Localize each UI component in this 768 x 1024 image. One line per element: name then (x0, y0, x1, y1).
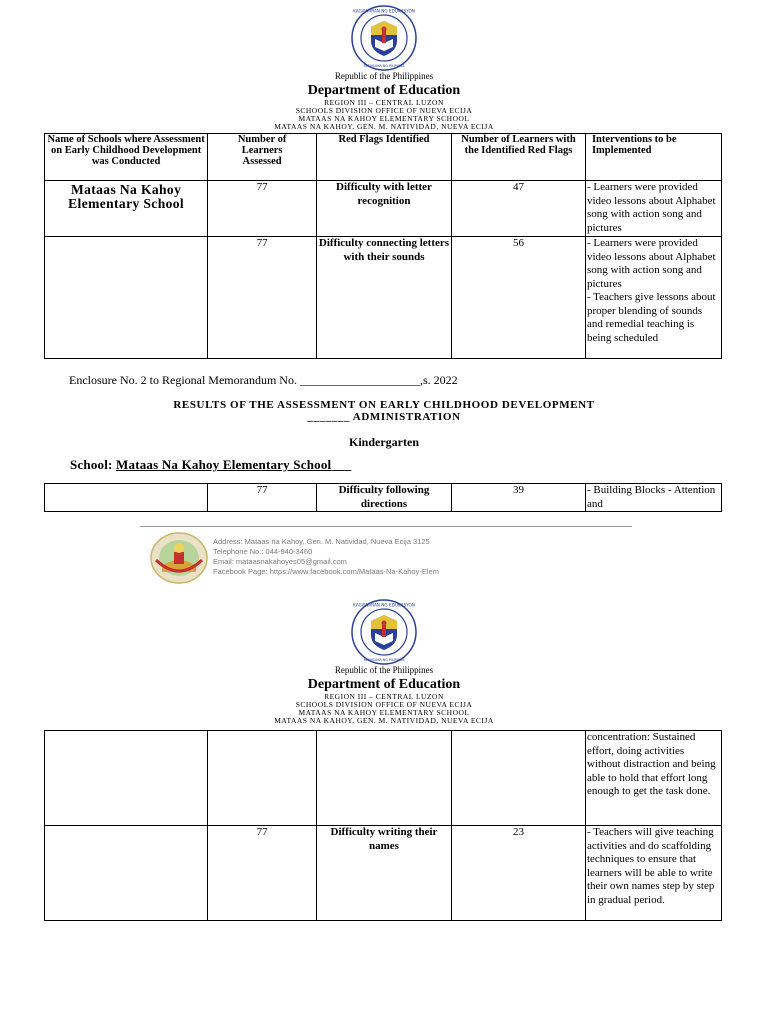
seal-top-text: KAGAWARAN NG EDUKASYON (353, 602, 415, 608)
flag-count-cell: 23 (451, 826, 585, 921)
table-header-row (45, 134, 722, 181)
assessed-cell (208, 731, 317, 826)
table-row (45, 484, 722, 512)
flag-count-cell (451, 731, 585, 826)
table-row (45, 731, 722, 826)
seal-bottom-text: REPUBLIKA NG PILIPINAS (363, 658, 405, 662)
assessment-table-1 (44, 133, 722, 359)
assessed-cell: 77 (208, 826, 317, 921)
intervention-cell: - Teachers will give teaching activities and do scaffolding techniques to ensure that learners will be able to write their own names step by step in gradual period. (585, 826, 721, 921)
region-label: REGION III – CENTRAL LUZON (324, 98, 444, 107)
deped-seal-logo (351, 599, 417, 665)
school-line-name: Mataas Na Kahoy Elementary School (116, 457, 332, 472)
intervention-cell: concentration: Sustained effort, doing activities without distraction and being able to hold that effort long enough to get the task done. (585, 731, 721, 826)
school-logo (150, 532, 208, 584)
red-flag-cell: Difficulty connecting letters with their sounds (317, 237, 452, 359)
footer-email: Email: mataasnakahoyes05@gmail.com (213, 557, 347, 566)
header-school-name: Name of Schools where Assessment on Early Childhood Development was Conducted (45, 134, 208, 181)
school-name-cell (45, 731, 208, 826)
school-line-label: School: (70, 457, 117, 472)
school-name-cell: Mataas Na Kahoy Elementary School (45, 181, 208, 237)
flag-count-cell: 56 (451, 237, 585, 359)
header-learners-assessed: Number of Learners Assessed (208, 134, 317, 181)
kindergarten-label: Kindergarten (349, 435, 419, 449)
deped-seal-logo (351, 5, 417, 71)
results-title-line1: RESULTS OF THE ASSESSMENT ON EARLY CHILDHOOD DEVELOPMENT (173, 399, 595, 411)
enclosure-line: Enclosure No. 2 to Regional Memorandum No. ____________________,s. 2022 (69, 373, 458, 387)
division-label: SCHOOLS DIVISION OFFICE OF NUEVA ECIJA (295, 106, 473, 115)
footer-divider (140, 526, 632, 527)
school-name-cell (45, 484, 208, 512)
table-row (45, 826, 722, 921)
school-name-cell (45, 237, 208, 359)
header-red-flags: Red Flags Identified (317, 134, 452, 181)
assessed-cell: 77 (208, 237, 317, 359)
seal-top-text: KAGAWARAN NG EDUKASYON (353, 8, 415, 14)
footer-facebook[interactable]: Facebook Page: https://www.facebook.com/Mataas-Na-Kahoy-Elem (213, 567, 439, 576)
footer-address: Address: Mataas na Kahoy, Gen. M. Natividad, Nueva Ecija 3125 (213, 537, 430, 546)
school-name-cell (45, 826, 208, 921)
red-flag-cell: Difficulty following directions (317, 484, 452, 512)
red-flag-cell (317, 731, 452, 826)
intervention-cell: - Learners were provided video lessons about Alphabet song with action song and pictures (585, 181, 721, 237)
assessed-cell: 77 (208, 181, 317, 237)
table-row (45, 237, 722, 359)
school-line-trailing: ___ (331, 457, 352, 472)
department-title: Department of Education (307, 677, 461, 692)
region-label: REGION III – CENTRAL LUZON (324, 692, 444, 701)
footer-contact (213, 537, 439, 577)
red-flag-cell: Difficulty writing their names (317, 826, 452, 921)
address-label: MATAAS NA KAHOY, GEN. M. NATIVIDAD, NUEVA ECIJA (274, 716, 494, 725)
table-row (45, 181, 722, 237)
assessed-cell: 77 (208, 484, 317, 512)
school-label-header: MATAAS NA KAHOY ELEMENTARY SCHOOL (298, 114, 470, 123)
republic-label: Republic of the Philippines (334, 71, 434, 81)
department-title: Department of Education (307, 83, 461, 98)
footer-telephone: Telephone No.: 044-940-3460 (213, 547, 313, 556)
school-line (70, 457, 351, 473)
flag-count-cell: 47 (451, 181, 585, 237)
division-label: SCHOOLS DIVISION OFFICE OF NUEVA ECIJA (295, 700, 473, 709)
seal-bottom-text: REPUBLIKA NG PILIPINAS (363, 64, 405, 68)
header-interventions: Interventions to be Implemented (585, 134, 721, 181)
intervention-cell: - Building Blocks - Attention and (585, 484, 721, 512)
header-learners-with-flags: Number of Learners with the Identified Red Flags (451, 134, 585, 181)
republic-label: Republic of the Philippines (334, 665, 434, 675)
address-label: MATAAS NA KAHOY, GEN. M. NATIVIDAD, NUEVA ECIJA (274, 122, 494, 131)
red-flag-cell: Difficulty with letter recognition (317, 181, 452, 237)
school-label-header: MATAAS NA KAHOY ELEMENTARY SCHOOL (298, 708, 470, 717)
results-title-line2: _______ ADMINISTRATION (307, 411, 461, 423)
intervention-cell: - Learners were provided video lessons about Alphabet song with action song and pictures - Teachers give lessons about proper blending of sounds and remedial teaching is being scheduled (585, 237, 721, 359)
flag-count-cell: 39 (451, 484, 585, 512)
assessment-table-3 (44, 730, 722, 921)
assessment-table-2 (44, 483, 722, 512)
